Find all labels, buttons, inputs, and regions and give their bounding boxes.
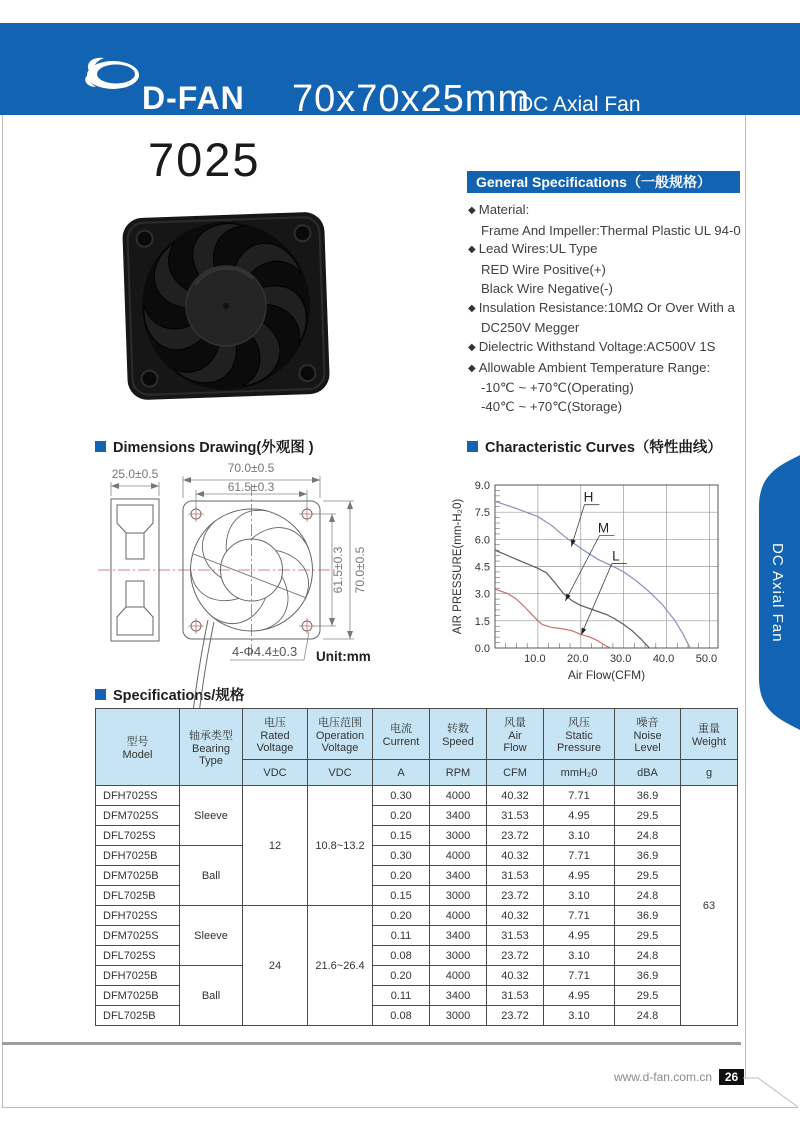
table-cell: 23.72 [487,1006,544,1026]
brand-logo-fan-swirl-icon [82,52,140,96]
y-tick-label: 7.5 [474,507,490,520]
table-cell: 0.20 [373,866,430,886]
x-tick-label: 40.0 [652,653,675,665]
footer-rule [2,1042,741,1045]
general-spec-item: ◆ Material: [468,202,530,217]
column-header: 电压范围 Operation Voltage [308,709,373,760]
table-cell: 29.5 [615,986,681,1006]
table-cell: 0.30 [373,786,430,806]
table-cell: 4.95 [544,806,615,826]
table-cell: 36.9 [615,846,681,866]
table-cell: Sleeve [180,906,243,966]
table-cell: DFM7025B [96,866,180,886]
general-spec-item: Black Wire Negative(-) [481,280,613,296]
table-cell: 0.11 [373,986,430,1006]
table-cell: 23.72 [487,886,544,906]
table-cell: Ball [180,846,243,906]
table-cell: 3400 [430,806,487,826]
table-cell: 31.53 [487,986,544,1006]
arrowhead-icon [565,594,570,601]
table-cell: 4000 [430,846,487,866]
table-cell: 3000 [430,946,487,966]
table-cell: Sleeve [180,786,243,846]
table-cell: 24.8 [615,946,681,966]
characteristic-curves-chart [447,458,743,683]
table-cell: 31.53 [487,806,544,826]
column-header: 风压 Static Pressure [544,709,615,760]
table-cell: Ball [180,966,243,1026]
column-unit: RPM [430,760,487,786]
general-spec-item: -40℃ ~ +70℃(Storage) [481,399,623,415]
x-tick-label: 30.0 [609,653,632,665]
curve-label-M: M [597,520,610,536]
y-tick-label: 6.0 [474,534,490,547]
svg-text:4-Φ4.4±0.3: 4-Φ4.4±0.3 [232,644,298,659]
table-cell: 7.71 [544,846,615,866]
table-cell: 3.10 [544,946,615,966]
svg-text:61.5±0.3: 61.5±0.3 [227,480,275,494]
y-axis-label: AIR PRESSURE(mm-H₂0) [452,498,464,635]
footer-page-number: 26 [719,1069,744,1085]
table-cell: 40.32 [487,906,544,926]
curve-label-L: L [612,548,620,564]
table-cell: DFH7025B [96,846,180,866]
svg-text:25.0±0.5: 25.0±0.5 [111,467,159,481]
general-spec-item: ◆ Lead Wires:UL Type [468,241,598,257]
x-tick-label: 20.0 [567,653,589,665]
table-cell: 63 [681,786,738,1026]
table-cell: DFL7025B [96,1006,180,1026]
table-cell: 24 [243,906,308,1026]
header-band [0,23,800,120]
page-title: 70x70x25mm [292,78,531,120]
column-unit: VDC [243,760,308,786]
curve-H [495,501,690,648]
page-border-left [2,115,3,1107]
table-cell: DFL7025S [96,826,180,846]
table-cell: 0.20 [373,806,430,826]
table-cell: 3.10 [544,1006,615,1026]
column-header: 转数 Speed [430,709,487,760]
curve-L [495,589,611,648]
table-cell: 3.10 [544,826,615,846]
column-unit: g [681,760,738,786]
column-unit: CFM [487,760,544,786]
table-cell: 7.71 [544,966,615,986]
table-cell: 31.53 [487,866,544,886]
table-cell: 29.5 [615,866,681,886]
table-row [96,906,738,926]
diamond-bullet-icon: ◆ [468,302,476,314]
column-header: 型号 Model [96,709,180,786]
table-cell: 4000 [430,906,487,926]
side-tab-label: DC Axial Fan [769,542,786,643]
section-heading-curves: Characteristic Curves（特性曲线） [467,436,722,457]
specifications-table [95,708,738,1026]
table-cell: 36.9 [615,906,681,926]
column-header: 电压 Rated Voltage [243,709,308,760]
table-cell: 29.5 [615,926,681,946]
column-header: 轴承类型 Bearing Type [180,709,243,786]
column-unit: A [373,760,430,786]
y-tick-label: 9.0 [474,480,490,492]
column-header: 电流 Current [373,709,430,760]
table-cell: 29.5 [615,806,681,826]
table-cell: DFM7025B [96,986,180,1006]
column-header: 重量 Weight [681,709,738,760]
table-cell: 0.30 [373,846,430,866]
table-cell: 0.20 [373,966,430,986]
table-cell: DFL7025S [96,946,180,966]
general-spec-item: ◆ Insulation Resistance:10MΩ Or Over With a [468,299,735,315]
table-cell: 40.32 [487,966,544,986]
table-cell: DFH7025B [96,966,180,986]
column-unit: mmH₂0 [544,760,615,786]
table-cell: 0.20 [373,906,430,926]
table-cell: 3400 [430,926,487,946]
footer-website: www.d-fan.com.cn [613,1070,712,1084]
general-specs-title-bar: General Specifications（一般规格） [467,171,740,193]
table-cell: 24.8 [615,886,681,906]
section-heading-specifications: Specifications/规格 [95,684,244,705]
y-tick-label: 1.5 [474,615,490,628]
table-cell: 10.8~13.2 [308,786,373,906]
table-cell: 23.72 [487,826,544,846]
blue-square-bullet-icon [95,441,106,452]
general-spec-item: DC250V Megger [481,320,580,336]
general-spec-item: RED Wire Positive(+) [481,262,606,278]
general-spec-item: ◆ Dielectric Withstand Voltage:AC500V 1S [468,338,716,354]
arrowhead-icon [581,628,586,635]
general-spec-item: Frame And Impeller:Thermal Plastic UL 94-0 [481,222,741,238]
blue-square-bullet-icon [467,441,478,452]
table-cell: 40.32 [487,846,544,866]
table-cell: 4.95 [544,866,615,886]
side-tab-dc-axial-fan [755,455,800,730]
footer-corner-line [740,1070,800,1110]
column-header: 噪音 Noise Level [615,709,681,760]
table-cell: 0.11 [373,926,430,946]
table-cell: 4.95 [544,986,615,1006]
table-cell: 4000 [430,786,487,806]
table-cell: DFL7025B [96,886,180,906]
arrowhead-icon [571,539,576,546]
table-cell: 24.8 [615,1006,681,1026]
table-cell: DFH7025S [96,906,180,926]
table-cell: 36.9 [615,966,681,986]
diamond-bullet-icon: ◆ [468,362,476,374]
x-tick-label: 50.0 [695,653,718,665]
page-border-bottom [2,1107,798,1108]
table-cell: 21.6~26.4 [308,906,373,1026]
column-header: 风量 Air Flow [487,709,544,760]
svg-text:Unit:mm: Unit:mm [316,649,371,664]
diamond-bullet-icon: ◆ [468,341,476,353]
y-tick-label: 3.0 [474,588,490,601]
table-cell: 7.71 [544,786,615,806]
curve-M [495,550,649,648]
table-cell: 4.95 [544,926,615,946]
table-cell: 3.10 [544,886,615,906]
y-tick-label: 4.5 [474,561,490,574]
table-cell: 36.9 [615,786,681,806]
table-cell: DFH7025S [96,786,180,806]
general-specs-list [468,201,758,417]
diamond-bullet-icon: ◆ [468,205,476,216]
diamond-bullet-icon: ◆ [468,244,476,256]
table-cell: 31.53 [487,926,544,946]
svg-text:70.0±0.5: 70.0±0.5 [227,461,275,475]
table-cell: 3000 [430,826,487,846]
table-cell: 4000 [430,966,487,986]
leader-line [581,564,627,635]
x-tick-label: 10.0 [524,653,546,665]
x-axis-label: Air Flow(CFM) [567,668,646,682]
table-row [96,966,738,986]
table-cell: 0.15 [373,886,430,906]
svg-text:70.0±0.5: 70.0±0.5 [353,546,367,594]
page-subtitle: DC Axial Fan [518,93,641,116]
table-cell: DFM7025S [96,926,180,946]
table-cell: 23.72 [487,946,544,966]
table-cell: 3400 [430,866,487,886]
section-heading-dimensions: Dimensions Drawing(外观图 ) [95,436,314,457]
general-spec-item: -10℃ ~ +70℃(Operating) [481,380,634,396]
brand-name: D-FAN [142,80,245,116]
table-cell: 0.15 [373,826,430,846]
table-cell: 0.08 [373,946,430,966]
curve-label-H: H [583,489,594,505]
table-cell: 12 [243,786,308,906]
leader-line [565,535,614,600]
table-cell: 40.32 [487,786,544,806]
fan-product-photo [105,205,345,410]
table-cell: DFM7025S [96,806,180,826]
table-cell: 3400 [430,986,487,1006]
svg-text:61.5±0.3: 61.5±0.3 [331,546,345,594]
model-number-title: 7025 [148,133,261,186]
table-cell: 3000 [430,1006,487,1026]
table-cell: 0.08 [373,1006,430,1026]
column-unit: dBA [615,760,681,786]
table-cell: 24.8 [615,826,681,846]
leader-line [571,505,599,547]
table-row [96,786,738,806]
dimensions-drawing [80,458,380,728]
column-unit: VDC [308,760,373,786]
general-spec-item: ◆ Allowable Ambient Temperature Range: [468,359,711,375]
table-row [96,846,738,866]
y-tick-label: 0.0 [474,643,490,655]
table-cell: 7.71 [544,906,615,926]
table-cell: 3000 [430,886,487,906]
